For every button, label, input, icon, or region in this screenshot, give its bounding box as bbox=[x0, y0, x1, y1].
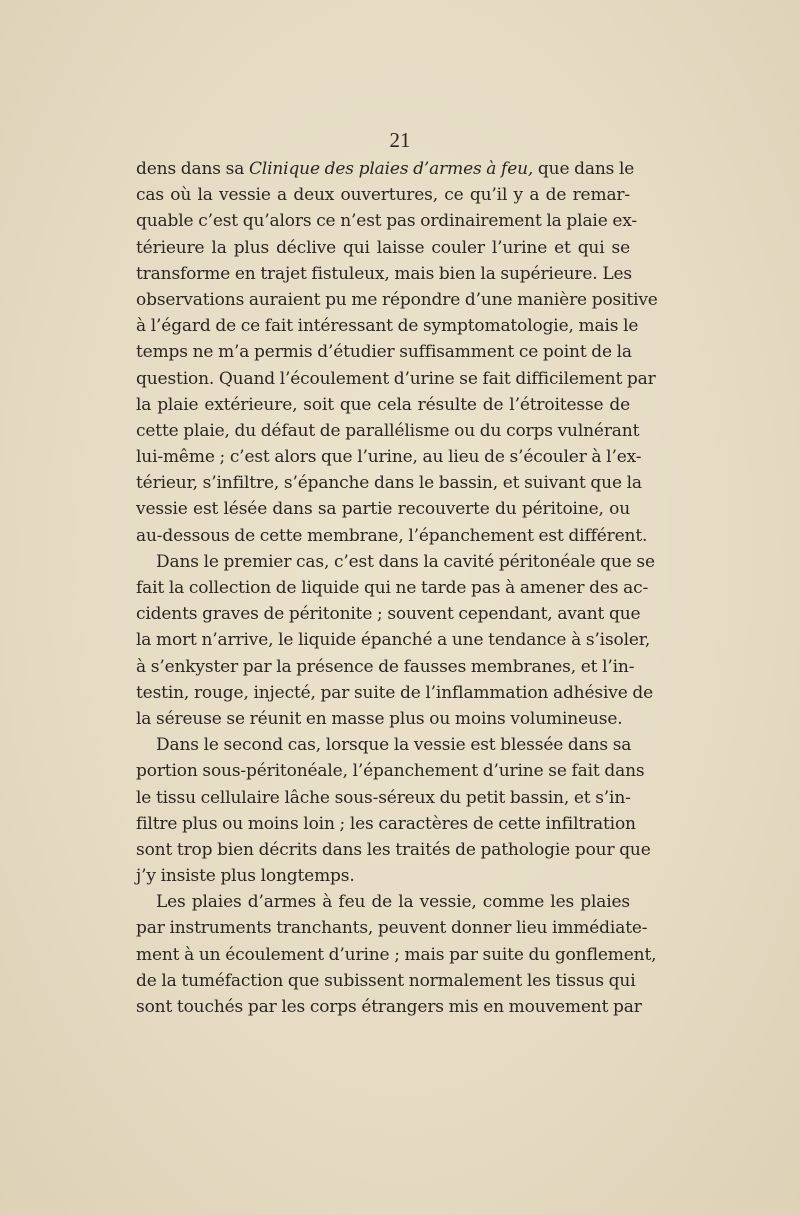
text-line bbox=[136, 575, 649, 601]
text-line bbox=[136, 496, 630, 522]
text-line bbox=[136, 785, 630, 811]
text-line bbox=[136, 627, 651, 653]
text-segment: filtre plus ou moins loin ; les caractères de cette infiltration bbox=[136, 813, 636, 834]
body-text bbox=[136, 156, 658, 1020]
text-segment: j’y insiste plus longtemps. bbox=[136, 866, 355, 887]
text-segment: Dans le second cas, lorsque la vessie est blessée dans sa bbox=[156, 735, 632, 756]
text-segment: cidents graves de péritonite ; souvent cependant, avant que bbox=[136, 604, 641, 625]
text-line bbox=[136, 261, 630, 287]
text-line bbox=[136, 339, 630, 365]
text-line bbox=[136, 392, 630, 418]
text-segment: Les plaies d’armes à feu de la vessie, comme les plaies bbox=[156, 892, 630, 913]
text-line bbox=[136, 758, 645, 784]
text-segment: fait la collection de liquide qui ne tarde pas à amener des ac- bbox=[136, 578, 649, 598]
page-number: 21 bbox=[389, 128, 411, 152]
text-line bbox=[136, 968, 636, 994]
text-segment: à s’enkyster par la présence de fausses membranes, et l’in- bbox=[136, 656, 635, 677]
text-segment: que dans le bbox=[533, 159, 635, 179]
text-line bbox=[136, 889, 630, 915]
text-line bbox=[136, 523, 648, 549]
text-line bbox=[136, 287, 658, 313]
text-line bbox=[136, 182, 630, 208]
text-line bbox=[136, 235, 630, 261]
text-line bbox=[136, 680, 654, 706]
text-line bbox=[136, 601, 641, 627]
text-segment: portion sous-péritonéale, l’épanchement d’urine se fait dans bbox=[136, 761, 645, 782]
text-segment: le tissu cellulaire lâche sous-séreux du petit bassin, et s’in- bbox=[136, 787, 631, 808]
text-segment: térieur, s’infiltre, s’épanche dans le bassin, et suivant que la bbox=[136, 473, 642, 494]
text-line bbox=[136, 549, 655, 575]
text-segment: sont touchés par les corps étrangers mis en mouvement par bbox=[136, 997, 642, 1017]
text-line bbox=[136, 313, 639, 339]
text-segment: cette plaie, du défaut de parallélisme ou du corps vulnérant bbox=[136, 420, 640, 441]
text-line bbox=[136, 863, 630, 889]
text-segment: de la tuméfaction que subissent normalement les tissus qui bbox=[136, 970, 636, 991]
text-line bbox=[136, 811, 636, 837]
text-segment: temps ne m’a permis d’étudier suffisamment ce point de la bbox=[136, 342, 632, 363]
text-segment: observations auraient pu me répondre d’une manière positive bbox=[136, 289, 658, 310]
text-line bbox=[136, 208, 638, 234]
text-segment: par instruments tranchants, peuvent donner lieu immédiate- bbox=[136, 918, 648, 939]
text-segment: dens dans sa bbox=[136, 159, 249, 179]
text-segment: térieure la plus déclive qui laisse couler l’urine et qui se bbox=[136, 237, 630, 258]
text-segment: au-dessous de cette membrane, l’épanchement est différent. bbox=[136, 525, 648, 546]
text-segment: ment à un écoulement d’urine ; mais par suite du gonflement, bbox=[136, 944, 657, 965]
text-line bbox=[136, 837, 651, 863]
text-line bbox=[136, 654, 635, 680]
italic-title: Clinique des plaies d’armes à feu, bbox=[248, 159, 534, 179]
text-line bbox=[136, 915, 648, 941]
text-line bbox=[136, 994, 642, 1020]
text-line bbox=[136, 470, 642, 496]
text-line bbox=[136, 156, 635, 182]
text-segment: quable c’est qu’alors ce n’est pas ordinairement la plaie ex- bbox=[136, 211, 638, 232]
text-segment: sont trop bien décrits dans les traités de pathologie pour que bbox=[136, 839, 651, 860]
text-segment: transforme en trajet fistuleux, mais bien la supérieure. Les bbox=[136, 263, 632, 284]
text-segment: vessie est lésée dans sa partie recouverte du péritoine, ou bbox=[136, 499, 630, 520]
text-segment: testin, rouge, injecté, par suite de l’inflammation adhésive de bbox=[136, 682, 654, 703]
text-line bbox=[136, 418, 640, 444]
text-line bbox=[136, 366, 656, 392]
text-segment: lui-même ; c’est alors que l’urine, au lieu de s’écouler à l’ex- bbox=[136, 447, 642, 468]
text-segment: la plaie extérieure, soit que cela résulte de l’étroitesse de bbox=[136, 394, 630, 415]
text-segment: question. Quand l’écoulement d’urine se fait difficilement par bbox=[136, 368, 656, 389]
text-line bbox=[136, 942, 657, 968]
text-segment: à l’égard de ce fait intéressant de symptomatologie, mais le bbox=[136, 316, 639, 337]
text-segment: Dans le premier cas, c’est dans la cavité péritonéale que se bbox=[156, 551, 655, 572]
text-segment: la séreuse se réunit en masse plus ou moins volumineuse. bbox=[136, 708, 623, 729]
text-segment: la mort n’arrive, le liquide épanché a une tendance à s’isoler, bbox=[136, 630, 651, 651]
text-line bbox=[136, 706, 630, 732]
text-line bbox=[136, 732, 630, 758]
text-segment: cas où la vessie a deux ouvertures, ce qu’il y a de remar- bbox=[136, 185, 630, 206]
text-line bbox=[136, 444, 642, 470]
